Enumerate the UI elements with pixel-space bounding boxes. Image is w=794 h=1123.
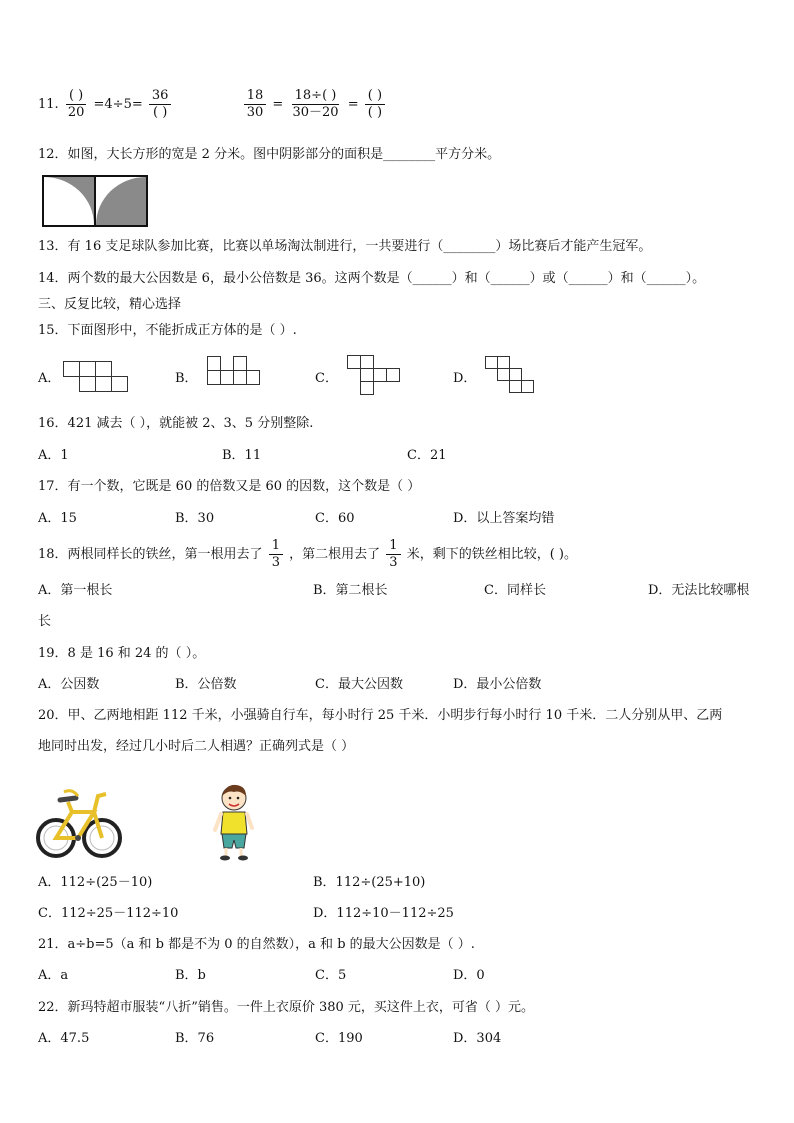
fraction xyxy=(365,88,385,121)
option-c[interactable]: C．5 xyxy=(315,968,347,983)
option-a[interactable]: A．公因数 xyxy=(38,677,100,692)
fraction-denominator: ( ) xyxy=(367,105,383,120)
option-b[interactable]: B．76 xyxy=(175,1031,215,1046)
fraction-denominator: 30－20 xyxy=(292,105,339,120)
cube-net-b xyxy=(207,356,263,386)
option-d[interactable]: D．无法比较哪根 xyxy=(648,583,750,598)
option-d[interactable]: D．304 xyxy=(453,1031,502,1046)
option-b[interactable]: B．公倍数 xyxy=(175,677,237,692)
question-13: 13．有 16 支足球队参加比赛，比赛以单场淘汰制进行，一共要进行（________）场比赛后才能产生冠军。 xyxy=(38,239,652,254)
question-text: 18．两根同样长的铁丝，第一根用去了 xyxy=(38,547,263,562)
option-b[interactable]: B．b xyxy=(175,968,206,983)
question-14: 14．两个数的最大公因数是 6，最小公倍数是 36。这两个数是（______）和（______）或（______）和（______）。 xyxy=(38,271,706,286)
option-d[interactable]: D．最小公倍数 xyxy=(453,677,542,692)
question-21: 21．a÷b=5（a 和 b 都是不为 0 的自然数），a 和 b 的最大公因数是（ ）. xyxy=(38,937,475,952)
fraction xyxy=(289,88,341,121)
option-a[interactable]: A．1 xyxy=(38,448,69,463)
question-number: 11. xyxy=(38,97,59,112)
question-19: 19．8 是 16 和 24 的（ ）。 xyxy=(38,646,206,661)
fraction-numerator: 18÷( ) xyxy=(292,88,340,105)
boy-image xyxy=(212,782,258,862)
question-18 xyxy=(38,538,577,571)
expression-text: =4÷5= xyxy=(93,97,143,112)
option-c[interactable]: C．60 xyxy=(315,511,355,526)
option-d[interactable]: D．112÷10－112÷25 xyxy=(313,906,454,921)
bicycle-image xyxy=(36,782,122,862)
question-15: 15．下面图形中，不能折成正方体的是（ ）. xyxy=(38,323,297,338)
option-c[interactable]: C．21 xyxy=(407,448,447,463)
fraction-denominator: 3 xyxy=(271,555,280,570)
equals-sign: = xyxy=(272,97,284,112)
option-a[interactable]: A． xyxy=(38,371,61,386)
fraction xyxy=(386,538,400,571)
option-c[interactable]: C．190 xyxy=(315,1031,363,1046)
question-20-line-2: 地同时出发，经过几小时后二人相遇？正确列式是（ ） xyxy=(38,739,355,754)
option-a[interactable]: A．第一根长 xyxy=(38,583,113,598)
question-text: 米，剩下的铁丝相比较，( )。 xyxy=(406,547,577,562)
shaded-rectangle-figure xyxy=(42,175,148,227)
option-b[interactable]: B．112÷(25+10) xyxy=(313,875,426,890)
option-a[interactable]: A．a xyxy=(38,968,69,983)
option-d[interactable]: D．以上答案均错 xyxy=(453,511,555,526)
option-d[interactable]: D． xyxy=(453,371,477,386)
question-16: 16．421 减去（ ），就能被 2、3、5 分别整除. xyxy=(38,416,314,431)
fraction-numerator: 1 xyxy=(269,538,283,555)
option-b[interactable]: B．第二根长 xyxy=(313,583,388,598)
fraction-denominator: 30 xyxy=(246,105,264,120)
fraction xyxy=(269,538,283,571)
option-a[interactable]: A．112÷(25－10) xyxy=(38,875,153,890)
fraction xyxy=(65,88,88,121)
equals-sign: = xyxy=(347,97,359,112)
cube-net-d xyxy=(485,356,535,396)
option-b[interactable]: B． xyxy=(175,371,198,386)
option-c[interactable]: C． xyxy=(315,371,338,386)
question-12: 12．如图，大长方形的宽是 2 分米。图中阴影部分的面积是________平方分米。 xyxy=(38,147,501,162)
fraction-numerator: ( ) xyxy=(365,88,385,105)
fraction-denominator: ( ) xyxy=(153,105,168,120)
fraction-numerator: 36 xyxy=(149,88,172,105)
option-a[interactable]: A．15 xyxy=(38,511,77,526)
question-17: 17．有一个数，它既是 60 的倍数又是 60 的因数，这个数是（ ） xyxy=(38,479,421,494)
option-d-continued: 长 xyxy=(38,614,52,629)
fraction-numerator: ( ) xyxy=(66,88,86,105)
section-heading: 三、反复比较，精心选择 xyxy=(38,297,182,312)
question-22: 22．新玛特超市服装“八折”销售。一件上衣原价 380 元，买这件上衣，可省（ ）元。 xyxy=(38,1000,535,1015)
option-b[interactable]: B．30 xyxy=(175,511,215,526)
option-d[interactable]: D．0 xyxy=(453,968,485,983)
cube-net-a xyxy=(63,361,129,393)
fraction-numerator: 1 xyxy=(386,538,400,555)
fraction xyxy=(149,88,172,121)
option-a[interactable]: A．47.5 xyxy=(38,1031,90,1046)
option-c[interactable]: C．112÷25－112÷10 xyxy=(38,906,179,921)
fraction-denominator: 3 xyxy=(389,555,398,570)
cube-net-c xyxy=(347,355,403,395)
fraction-numerator: 18 xyxy=(244,88,267,105)
option-b[interactable]: B．11 xyxy=(222,448,262,463)
option-c[interactable]: C．同样长 xyxy=(484,583,546,598)
question-11 xyxy=(38,88,387,121)
fraction-denominator: 20 xyxy=(67,105,85,120)
question-text: ，第二根用去了 xyxy=(289,547,381,562)
option-c[interactable]: C．最大公因数 xyxy=(315,677,403,692)
question-20-line-1: 20．甲、乙两地相距 112 千米，小强骑自行车，每小时行 25 千米．小明步行每小时行 10 千米．二人分别从甲、乙两 xyxy=(38,708,723,723)
fraction xyxy=(244,88,267,121)
